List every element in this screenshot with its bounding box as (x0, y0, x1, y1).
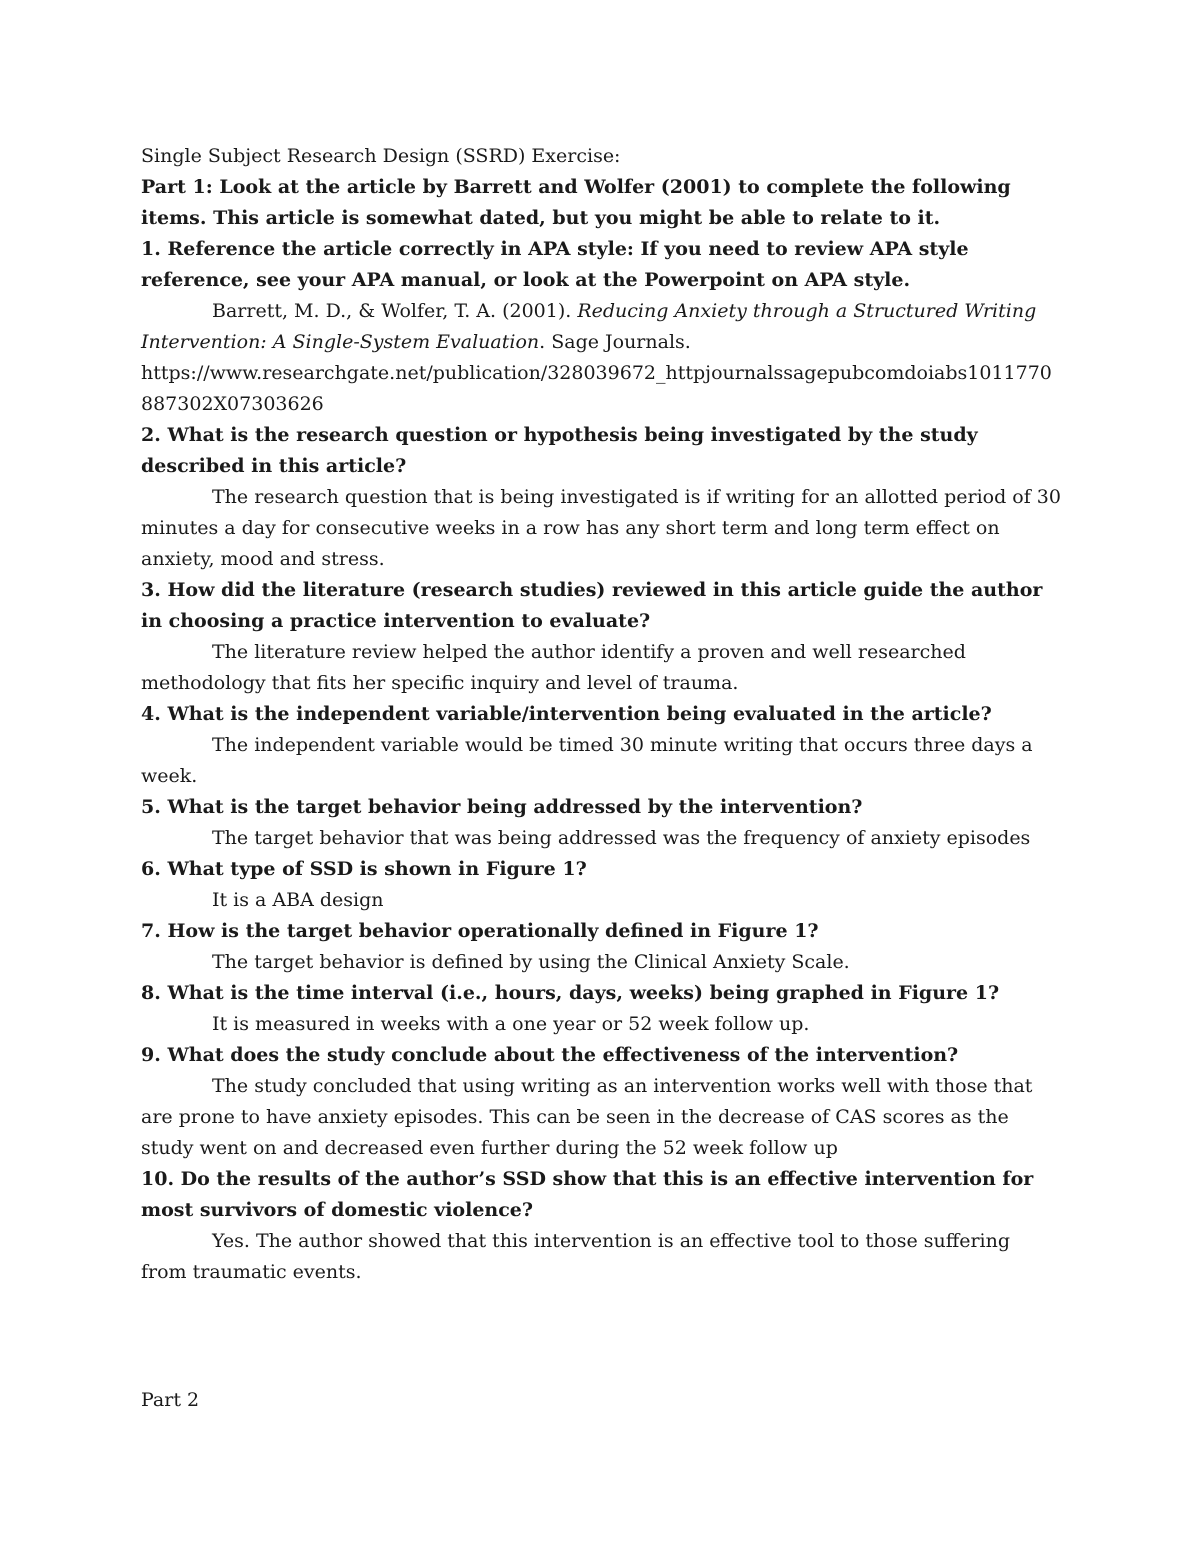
document-body (141, 141, 1061, 1288)
question-10: 10. Do the results of the author’s SSD show that this is an effective intervention for most survivors of domestic violence? (141, 1168, 1034, 1221)
answer-7: The target behavior is defined by using the Clinical Anxiety Scale. (212, 951, 850, 973)
apa-reference (141, 296, 1061, 358)
answer-2: The research question that is being investigated is if writing for an allotted period of 30 minutes a day for consecutive weeks in a row has any short term and long term effect on anxiety, mood and stress. (141, 486, 1061, 570)
question-8: 8. What is the time interval (i.e., hours, days, weeks) being graphed in Figure 1? (141, 982, 1000, 1004)
question-3: 3. How did the literature (research studies) reviewed in this article guide the author in choosing a practice intervention to evaluate? (141, 579, 1043, 632)
question-9: 9. What does the study conclude about the effectiveness of the intervention? (141, 1044, 959, 1066)
question-7: 7. How is the target behavior operationally defined in Figure 1? (141, 920, 819, 942)
reference-authors: Barrett, M. D., & Wolfer, T. A. (2001). (212, 300, 578, 322)
question-1: 1. Reference the article correctly in APA style: If you need to review APA style reference, see your APA manual, or look at the Powerpoint on APA style. (141, 238, 969, 291)
question-4: 4. What is the independent variable/intervention being evaluated in the article? (141, 703, 992, 725)
answer-4: The independent variable would be timed 30 minute writing that occurs three days a week. (141, 734, 1033, 787)
part1-intro: Part 1: Look at the article by Barrett and Wolfer (2001) to complete the following items. This article is somewhat dated, but you might be able to relate to it. (141, 176, 1011, 229)
document-title: Single Subject Research Design (SSRD) Exercise: (141, 145, 621, 167)
part2-heading: Part 2 (141, 1389, 200, 1411)
question-5: 5. What is the target behavior being addressed by the intervention? (141, 796, 863, 818)
question-6: 6. What type of SSD is shown in Figure 1? (141, 858, 587, 880)
question-2: 2. What is the research question or hypothesis being investigated by the study described in this article? (141, 424, 978, 477)
reference-title: Reducing Anxiety through a Structured Writing Intervention: A Single-System Evaluation (141, 300, 1037, 353)
answer-10: Yes. The author showed that this intervention is an effective tool to those suffering from traumatic events. (141, 1230, 1011, 1283)
answer-5: The target behavior that was being addressed was the frequency of anxiety episodes (212, 827, 1031, 849)
reference-url: https://www.researchgate.net/publication/328039672_httpjournalssagepubcomdoiabs1011770887302X07303626 (141, 362, 1052, 415)
answer-3: The literature review helped the author identify a proven and well researched methodology that fits her specific inquiry and level of trauma. (141, 641, 966, 694)
answer-8: It is measured in weeks with a one year or 52 week follow up. (212, 1013, 810, 1035)
answer-6: It is a ABA design (212, 889, 384, 911)
reference-source: . Sage Journals. (539, 331, 691, 353)
answer-9: The study concluded that using writing as an intervention works well with those that are prone to have anxiety episodes. This can be seen in the decrease of CAS scores as the study went on and decreased even further during the 52 week follow up (141, 1075, 1033, 1159)
